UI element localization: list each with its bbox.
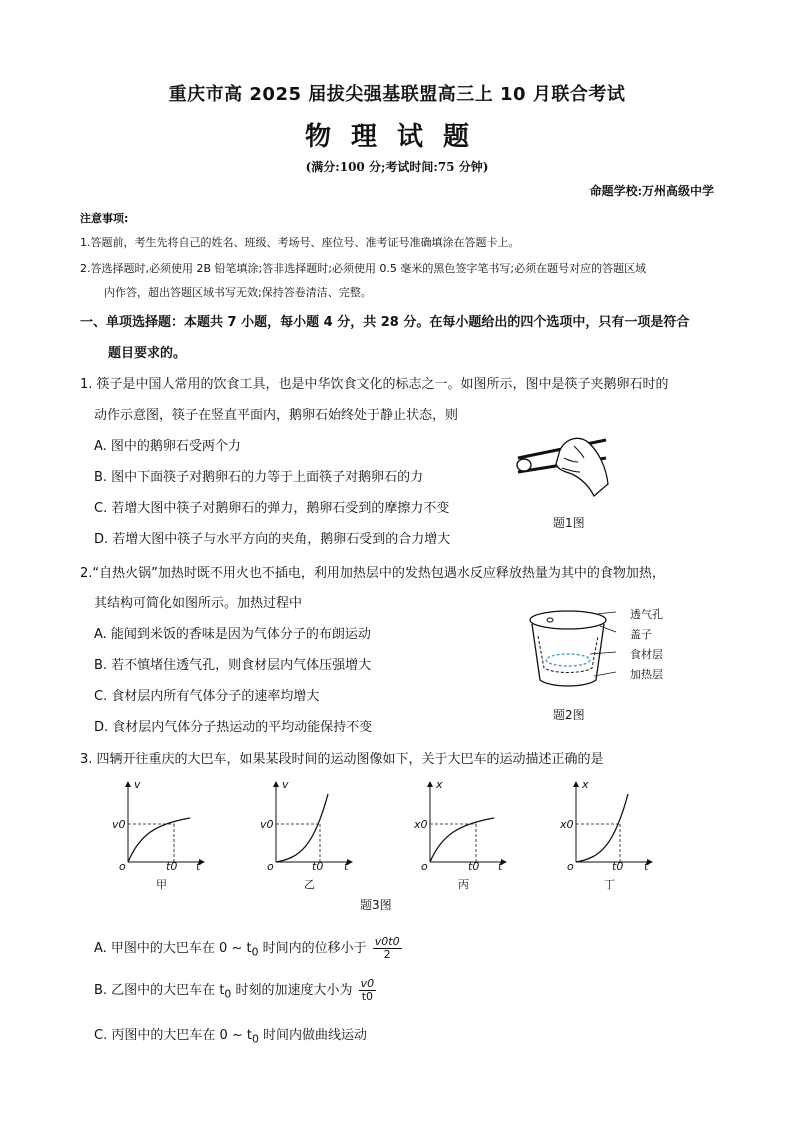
q3-b-sub: 0 bbox=[224, 987, 232, 1001]
graph3-yaxis-label: x bbox=[436, 778, 443, 791]
graph1-name: 甲 bbox=[156, 878, 167, 891]
section-heading-line1: 一、单项选择题：本题共 7 小题，每小题 4 分，共 28 分。在每小题给出的四个选项中，只有一项是符合 bbox=[80, 315, 690, 330]
q1-option-c: C. 若增大图中筷子对鹅卵石的弹力，鹅卵石受到的摩擦力不变 bbox=[94, 501, 450, 516]
school-name: 命题学校:万州高级中学 bbox=[589, 184, 714, 198]
q3-a-fraction bbox=[373, 936, 402, 961]
q3-b-denominator: t0 bbox=[361, 990, 373, 1003]
q3-b-post: 时刻的加速度大小为 bbox=[231, 983, 353, 998]
graph2-origin: o bbox=[267, 860, 274, 873]
q1-stem-line1: 1. 筷子是中国人常用的饮食工具，也是中华饮食文化的标志之一。如图所示，图中是筷子夹鹅卵石时的 bbox=[80, 377, 669, 392]
label-heating-layer: 加热层 bbox=[630, 668, 663, 681]
graph2-mark-label: v0 bbox=[260, 818, 274, 831]
graph4-mark-label: x0 bbox=[560, 818, 574, 831]
q3-option-b bbox=[94, 978, 376, 1003]
graph2-name: 乙 bbox=[304, 878, 315, 891]
q3-option-a bbox=[94, 936, 402, 961]
graph3-origin: o bbox=[421, 860, 428, 873]
q3-a-sub: 0 bbox=[251, 945, 259, 959]
graph-yi bbox=[276, 782, 352, 862]
q3-figure-caption: 题3图 bbox=[360, 898, 392, 912]
q3-option-c bbox=[94, 1024, 367, 1046]
notice-item-1: 1.答题前，考生先将自己的姓名、班级、考场号、座位号、准考证号准确填涂在答题卡上。 bbox=[80, 236, 520, 249]
q3-b-fraction bbox=[359, 978, 377, 1003]
label-vent-hole: 透气孔 bbox=[630, 608, 663, 621]
q1-option-d: D. 若增大图中筷子与水平方向的夹角，鹅卵石受到的合力增大 bbox=[94, 532, 451, 547]
graph1-tmark: t0 bbox=[166, 860, 178, 873]
q3-stem: 3. 四辆开往重庆的大巴车，如果某段时间的运动图像如下，关于大巴车的运动描述正确的是 bbox=[80, 752, 604, 767]
graph2-tmark: t0 bbox=[312, 860, 324, 873]
q3-a-post: 时间内的位移小于 bbox=[258, 941, 367, 956]
label-food-layer: 食材层 bbox=[630, 648, 663, 661]
section-heading-line2: 题目要求的。 bbox=[108, 346, 187, 361]
graph2-xaxis-label: t bbox=[344, 860, 349, 873]
q1-option-b: B. 图中下面筷子对鹅卵石的力等于上面筷子对鹅卵石的力 bbox=[94, 470, 424, 485]
q2-stem-line1: 2.“自热火锅”加热时既不用火也不插电，利用加热层中的发热包遇水反应释放热量为其中的食物加热， bbox=[80, 566, 665, 581]
graph1-yaxis-label: v bbox=[134, 778, 141, 791]
graph4-tmark: t0 bbox=[612, 860, 624, 873]
label-lid: 盖子 bbox=[630, 628, 652, 641]
graph4-xaxis-label: t bbox=[644, 860, 649, 873]
q1-figure-caption: 题1图 bbox=[553, 516, 585, 530]
notice-item-2b: 内作答，超出答题区域书写无效;保持答卷清洁、完整。 bbox=[104, 286, 372, 299]
q3-b-numerator: v0 bbox=[360, 977, 375, 990]
subject-title: 物理试题 bbox=[304, 122, 489, 152]
q2-figure-caption: 题2图 bbox=[553, 708, 585, 722]
graph4-origin: o bbox=[567, 860, 574, 873]
graph4-name: 丁 bbox=[604, 878, 615, 891]
graph-jia bbox=[128, 782, 204, 862]
graph1-origin: o bbox=[119, 860, 126, 873]
exam-meta: (满分:100 分;考试时间:75 分钟) bbox=[305, 160, 489, 174]
q3-c-sub: 0 bbox=[252, 1032, 259, 1046]
exam-title: 重庆市高 2025 届拔尖强基联盟高三上 10 月联合考试 bbox=[168, 84, 626, 105]
graph1-mark-label: v0 bbox=[112, 818, 126, 831]
q2-option-d: D. 食材层内气体分子热运动的平均动能保持不变 bbox=[94, 720, 373, 735]
graph-ding bbox=[576, 782, 652, 862]
q3-c-post: 时间内做曲线运动 bbox=[258, 1028, 368, 1043]
graph2-yaxis-label: v bbox=[282, 778, 289, 791]
q3-a-pre: A. 甲图中的大巴车在 0 ~ t bbox=[94, 941, 252, 956]
q2-stem-line2: 其结构可简化如图所示。加热过程中 bbox=[94, 596, 303, 611]
q3-b-pre: B. 乙图中的大巴车在 t bbox=[94, 983, 225, 998]
chopsticks-figure bbox=[508, 428, 618, 500]
q1-stem-line2: 动作示意图，筷子在竖直平面内，鹅卵石始终处于静止状态，则 bbox=[94, 408, 459, 423]
graph3-mark-label: x0 bbox=[414, 818, 428, 831]
graph4-yaxis-label: x bbox=[582, 778, 589, 791]
hotpot-figure bbox=[520, 602, 620, 694]
q3-a-numerator: v0t0 bbox=[374, 935, 400, 948]
graph3-tmark: t0 bbox=[468, 860, 480, 873]
graph3-name: 丙 bbox=[458, 878, 469, 891]
q3-a-denominator: 2 bbox=[383, 948, 391, 961]
notice-item-2a: 2.答选择题时,必须使用 2B 铅笔填涂;答非选择题时;必须使用 0.5 毫米的黑色签字笔书写;必须在题号对应的答题区域 bbox=[80, 262, 647, 275]
graph-bing bbox=[430, 782, 506, 862]
graph3-xaxis-label: t bbox=[498, 860, 503, 873]
q3-c-pre: C. 丙图中的大巴车在 0 ~ t bbox=[94, 1028, 252, 1043]
notice-heading: 注意事项: bbox=[80, 212, 129, 225]
q2-option-b: B. 若不慎堵住透气孔，则食材层内气体压强增大 bbox=[94, 658, 372, 673]
graph1-xaxis-label: t bbox=[196, 860, 201, 873]
q2-option-c: C. 食材层内所有气体分子的速率均增大 bbox=[94, 689, 320, 704]
q1-option-a: A. 图中的鹅卵石受两个力 bbox=[94, 439, 241, 454]
q2-option-a: A. 能闻到米饭的香味是因为气体分子的布朗运动 bbox=[94, 627, 371, 642]
